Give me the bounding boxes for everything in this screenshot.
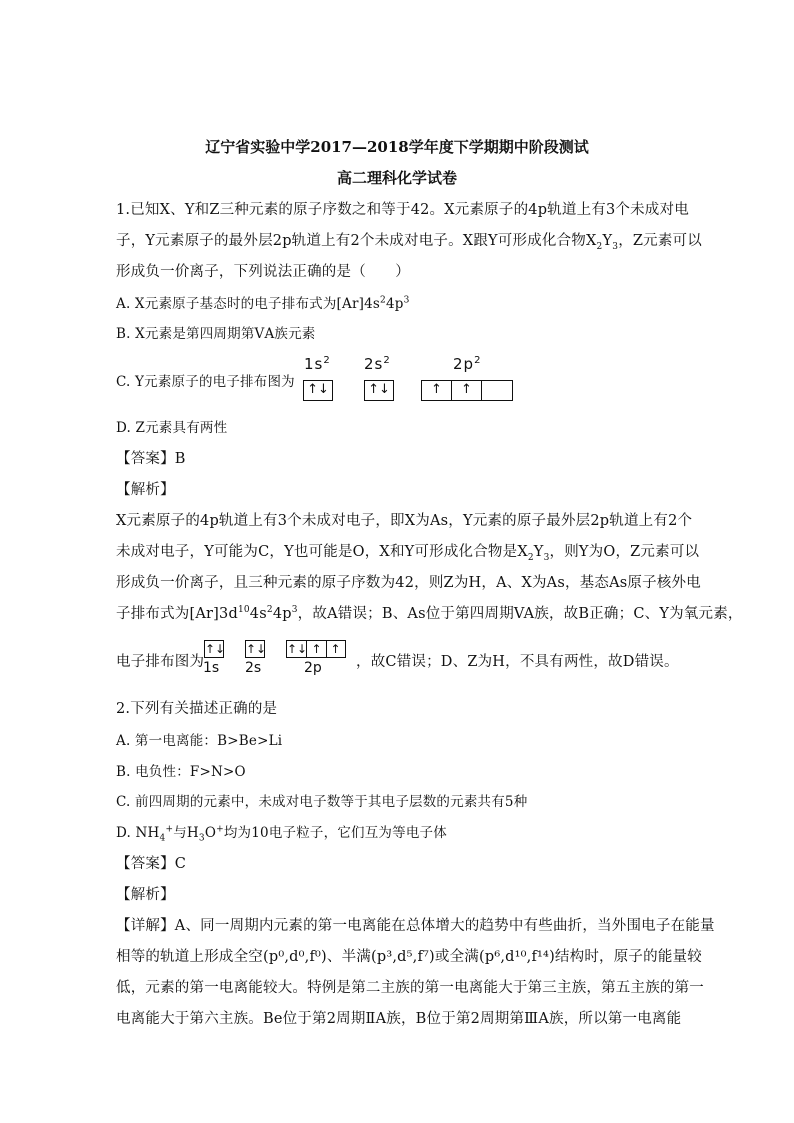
q2-detail-line-4: 电离能大于第六主族。Be位于第2周期ⅡA族，B位于第2周期第ⅢA族，所以第一电离能 xyxy=(116,1011,682,1027)
text-span: ，则Y为O，Z元素可以 xyxy=(549,544,700,560)
q1-analysis-heading: 【解析】 xyxy=(116,482,175,498)
q1-analysis-line-5a: 电子排布图为 xyxy=(116,654,205,670)
subscript: 3 xyxy=(612,241,619,252)
text-span: O xyxy=(204,825,217,841)
q2-detail-line-3: 低，元素的第一电离能较大。特例是第二主族的第一电离能大于第三主族，第五主族的第一 xyxy=(116,980,704,996)
q2-detail-line-1: 【详解】A、同一周期内元素的第一电离能在总体增大的趋势中有些曲折，当外围电子在能量 xyxy=(116,918,715,934)
orbital-label-2s xyxy=(364,355,391,373)
text-span: 4s xyxy=(249,606,267,622)
q1-analysis-line-1: X元素原子的4p轨道上有3个未成对电子，即X为As，Y元素的原子最外层2p轨道上有2个 xyxy=(116,513,693,529)
orbital-box-1s xyxy=(303,380,333,401)
superscript: 3 xyxy=(403,295,410,306)
text-span: 2p xyxy=(453,355,475,373)
superscript: 10 xyxy=(237,605,250,616)
orbital-cell: ↑↓ xyxy=(368,382,390,397)
superscript: 2 xyxy=(266,605,273,616)
text-span: ，故A错误；B、As位于第四周期VA族，故B正确；C、Y为氧元素， xyxy=(297,606,743,622)
text-span: 2s xyxy=(364,355,384,373)
orbital-label-2s: 2s xyxy=(245,660,262,676)
text-span: 4p xyxy=(272,606,292,622)
orbital-cell: ↑↓ xyxy=(205,642,226,656)
q1-analysis-line-5b: ，故C错误；D、Z为H，不具有两性，故D错误。 xyxy=(356,654,679,670)
subscript: 2 xyxy=(596,241,603,252)
text-span: 4p xyxy=(385,296,404,312)
subscript: 2 xyxy=(527,552,534,563)
q2-answer: 【答案】C xyxy=(116,856,187,872)
text-span: ，Z元素可以 xyxy=(618,233,702,249)
q1-answer: 【答案】B xyxy=(116,451,186,467)
q2-option-a: A. 第一电离能：B>Be>Li xyxy=(116,733,283,749)
q1-stem-line-2 xyxy=(116,229,702,252)
superscript: 2 xyxy=(474,355,482,366)
text-span: Y xyxy=(602,233,613,249)
text-span: 均为10电子粒子，它们互为等电子体 xyxy=(223,825,447,841)
q1-option-b: B. X元素是第四周期第ⅤA族元素 xyxy=(116,326,316,342)
q1-analysis-line-2 xyxy=(116,540,699,563)
orbital-cell xyxy=(482,381,511,400)
text-span: 未成对电子，Y可能为C，Y也可能是O，X和Y可形成化合物是X xyxy=(116,544,528,560)
q2-option-c: C. 前四周期的元素中，未成对电子数等于其电子层数的元素共有5种 xyxy=(116,794,528,810)
q1-option-c: C. Y元素原子的电子排布图为 xyxy=(116,374,295,390)
subscript: 4 xyxy=(159,833,166,844)
q1-option-d: D. Z元素具有两性 xyxy=(116,420,228,436)
text-span: Y xyxy=(533,544,544,560)
exam-subtitle: 高二理科化学试卷 xyxy=(336,169,457,187)
superscript: 2 xyxy=(383,355,391,366)
subscript: 3 xyxy=(543,552,550,563)
q2-detail-line-2: 相等的轨道上形成全空(p⁰,d⁰,f⁰)、半满(p³,d⁵,f⁷)或全满(p⁶,d¹⁰,f¹⁴)结构时，原子的能量较 xyxy=(116,949,702,965)
q1-analysis-line-4 xyxy=(116,602,743,623)
q2-option-b: B. 电负性：F>N>O xyxy=(116,764,246,780)
orbital-cell: ↑↓ xyxy=(307,382,329,397)
orbital-cell: ↑↓ xyxy=(246,642,267,656)
q1-analysis-line-3: 形成负一价离子，且三种元素的原子序数为42，则Z为H，A、X为As，基态As原子核外电 xyxy=(116,575,701,591)
q2-option-d xyxy=(116,821,447,844)
q1-option-a xyxy=(116,292,410,312)
text-span: 1s xyxy=(304,355,324,373)
q2-analysis-heading: 【解析】 xyxy=(116,887,175,903)
exam-title: 辽宁省实验中学2017—2018学年度下学期期中阶段测试 xyxy=(205,138,589,156)
orbital-label-2p xyxy=(453,355,481,373)
orbital-cell: ↑↓ xyxy=(287,642,308,656)
orbital-box-2p xyxy=(421,380,513,401)
text-span: D. NH xyxy=(116,825,160,841)
superscript: 2 xyxy=(323,355,331,366)
orbital-label-1s xyxy=(304,355,331,373)
orbital-box-2s xyxy=(364,380,394,401)
orbital-cell: ↑ xyxy=(330,642,341,656)
orbital-cell: ↑ xyxy=(452,381,482,400)
q1-stem-line-1: 1.已知X、Y和Z三种元素的原子序数之和等于42。X元素原子的4p轨道上有3个未成对电 xyxy=(116,202,689,218)
orbital-box-2p xyxy=(286,640,346,658)
orbital-label-1s: 1s xyxy=(203,660,220,676)
superscript: + xyxy=(165,824,174,835)
orbital-cell: ↑ xyxy=(422,381,452,400)
text-span: 子排布式为[Ar]3d xyxy=(116,606,238,622)
superscript: + xyxy=(216,824,224,835)
subscript: 3 xyxy=(198,833,205,844)
orbital-box-2s xyxy=(245,640,265,658)
text-span: 子，Y元素原子的最外层2p轨道上有2个未成对电子。X跟Y可形成化合物X xyxy=(116,233,597,249)
superscript: 3 xyxy=(291,605,298,616)
orbital-label-2p: 2p xyxy=(304,660,322,676)
text-span: 与H xyxy=(173,825,199,841)
q2-stem: 2.下列有关描述正确的是 xyxy=(116,701,278,717)
superscript: 2 xyxy=(380,295,386,306)
text-span: A. X元素原子基态时的电子排布式为[Ar]4s xyxy=(116,296,380,312)
orbital-box-1s xyxy=(204,640,224,658)
orbital-cell: ↑ xyxy=(307,641,327,657)
q1-stem-line-3: 形成负一价离子，下列说法正确的是（ ） xyxy=(116,264,410,280)
